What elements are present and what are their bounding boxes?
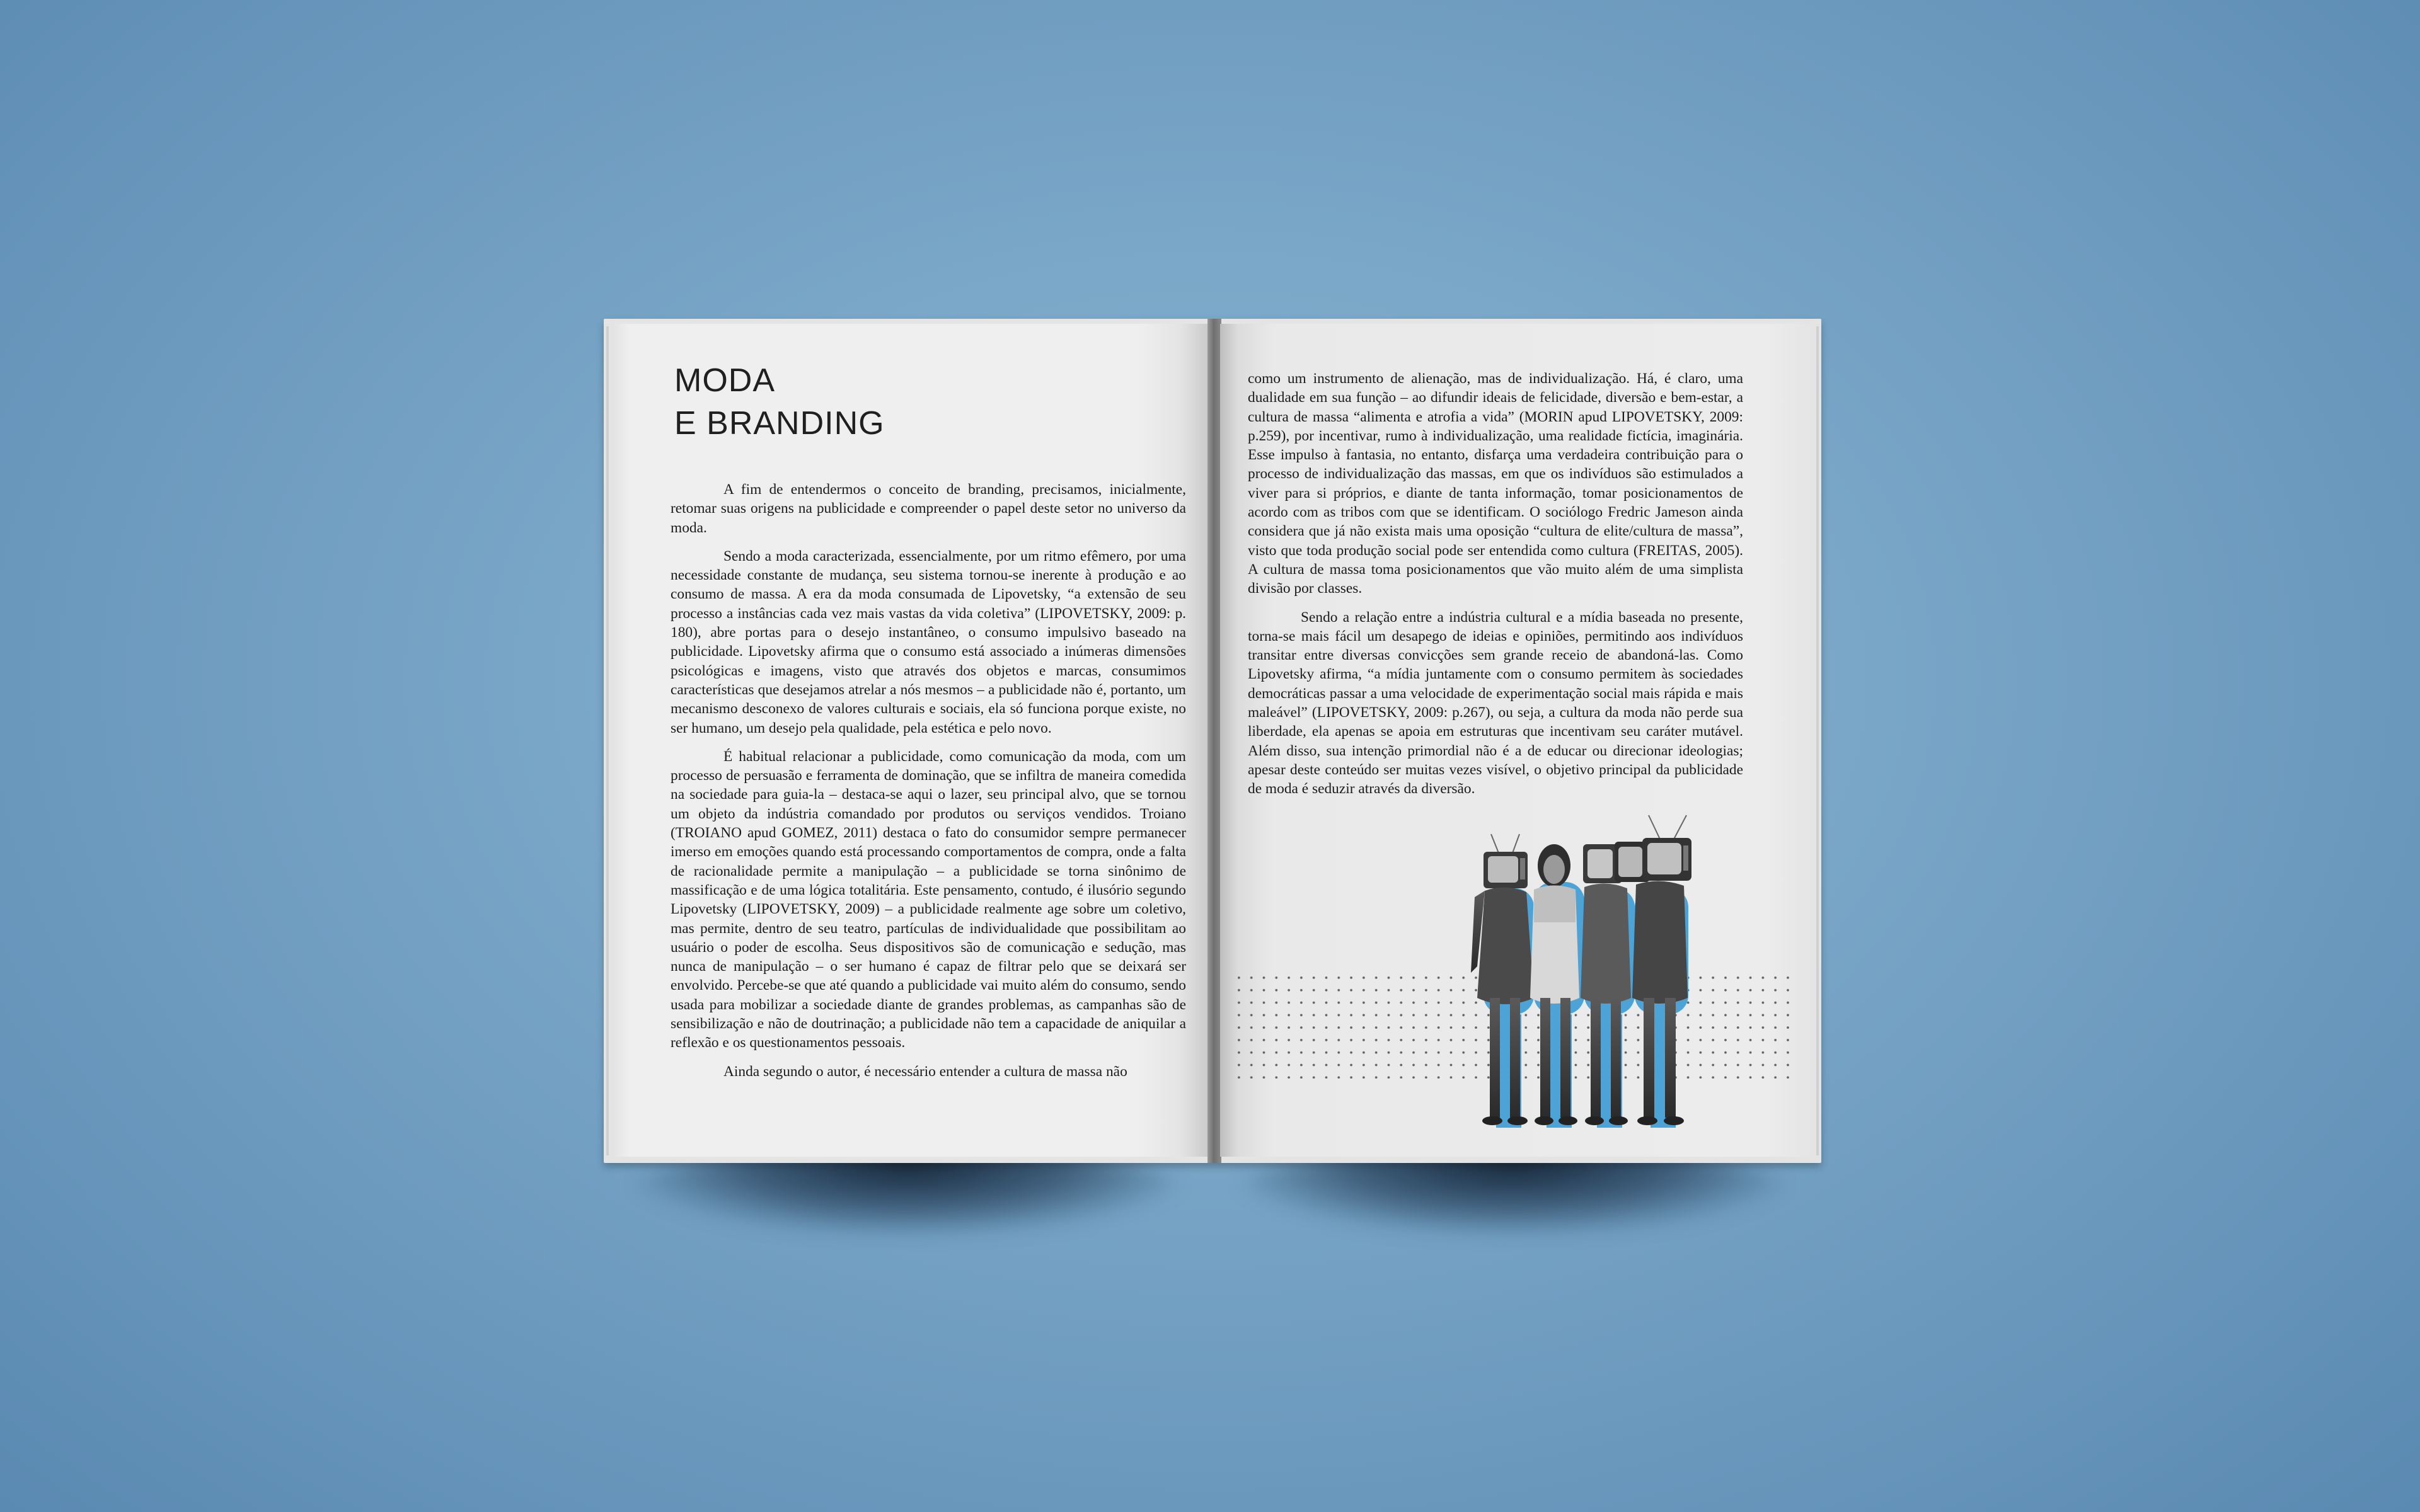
title-line-1: MODA (674, 362, 775, 399)
paragraph: É habitual relacionar a publicidade, como comunicação da moda, com um processo de persuasão e ferramenta de dominação, que se infiltra de maneira comedida na sociedade para guia-la – destaca-se aqui o lazer, seu principal alvo, que se tornou um objeto da indústria comandado por produtos ou serviços vendidos. Troiano (TROIANO apud GOMEZ, 2011) destaca o fato do consumidor sempre permanecer imerso em emoções quando está processando comportamentos de compra, onde a falta de racionalidade permite a manipulação – a publicidade se torna sinônimo de massificação e de uma lógica totalitária. Este pensamento, contudo, é ilusório segundo Lipovetsky (LIPOVETSKY, 2009) – a publicidade realmente age sobre um coletivo, mas permite, dentro de seu teatro, partículas de individualidade que possibilitam ao usuário o poder de escolha. Seus dispositivos são de comunicação e sedução, mas nunca de manipulação – o ser humano é capaz de filtrar pelo que se deixará ser envolvido. Percebe-se que até quando a publicidade vai muito além do consumo, sendo usada para mobilizar a sociedade diante de grandes problemas, as campanhas são de sensibilização e não de doutrinação; a publicidade não tem a capacidade de aniquilar a reflexão e os questionamentos pessoais. (671, 748, 1186, 1051)
left-page (611, 324, 1210, 1157)
right-body-text (1248, 369, 1743, 808)
page-edge-left (606, 326, 609, 1155)
page-title (674, 359, 989, 445)
title-line-2: E BRANDING (674, 405, 885, 442)
left-body-text (671, 480, 1186, 1091)
paragraph: Sendo a moda caracterizada, essencialmente, por um ritmo efêmero, por uma necessidade constante de mudança, seu sistema tornou-se inerente à produção e ao consumo de massa. A era da moda consumada de Lipovetsky, “a extensão de seu processo a instâncias cada vez mais vastas da vida coletiva” (LIPOVETSKY, 2009: p. 180), abre portas para o desejo instantâneo, o consumo impulsivo baseado na publicidade. Lipovetsky afirma que o consumo está associado a inúmeras dimensões psicológicas e imagens, visto que através dos objetos e marcas, consumimos características que desejamos atrelar a nós mesmos – a publicidade não é, portanto, um mecanismo desconexo de valores culturais e sociais, ela só funciona porque existe, no ser humano, um desejo pela qualidade, pela estética e pelo novo. (671, 547, 1186, 736)
right-page (1220, 324, 1814, 1157)
book-spine (1207, 319, 1221, 1163)
paragraph: A fim de entendermos o conceito de branding, precisamos, inicialmente, retomar suas origens na publicidade e compreender o papel deste setor no universo da moda. (671, 481, 1186, 536)
paragraph: como um instrumento de alienação, mas de individualização. Há, é claro, uma dualidade em sua função – ao difundir ideais de felicidade, diversão e bem-estar, a cultura de massa “alimenta e atrofia a vida” (MORIN apud LIPOVETSKY, 2009: p.259), por incentivar, rumo à individualização, uma realidade fictícia, imaginária. Esse impulso à fantasia, no entanto, disfarça uma verdadeira contribuição para o processo de individualização das massas, em que os indivíduos são estimulados a viver para si próprios, e diante de tanta informação, tomar posicionamentos de acordo com as tribos com que se identificam. O sociólogo Fredric Jameson ainda considera que já não exista mais uma oposição “cultura de elite/cultura de massa”, visto que toda produção social pode ser entendida como cultura (FREITAS, 2005). A cultura de massa toma posicionamentos que vão muito além de uma simplista divisão por classes. (1248, 370, 1743, 597)
paragraph: Sendo a relação entre a indústria cultural e a mídia baseada no presente, torna-se mais fácil um desapego de ideias e opiniões, permitindo aos indivíduos transitar entre diversas convicções sem grande receio de abandoná-las. Como Lipovetsky afirma, “a mídia juntamente com o consumo permitem às sociedades democráticas passar a uma velocidade de experimentação social mais rápida e mais maleável” (LIPOVETSKY, 2009: p.267), ou seja, a cultura da moda não perde sua liberdade, ela apenas se apoia em estruturas que incentivam seu caráter mutável. Além disso, sua intenção primordial não é a de educar ou direcionar ideologias; apesar deste conteúdo ser muitas vezes visível, o objetivo principal da publicidade de moda é seduzir através da diversão. (1248, 609, 1743, 798)
paragraph: Ainda segundo o autor, é necessário entender a cultura de massa não (723, 1063, 1127, 1080)
page-edge-right (1816, 326, 1819, 1155)
tv-head-women-photo (1460, 809, 1724, 1137)
open-book (604, 319, 1821, 1163)
